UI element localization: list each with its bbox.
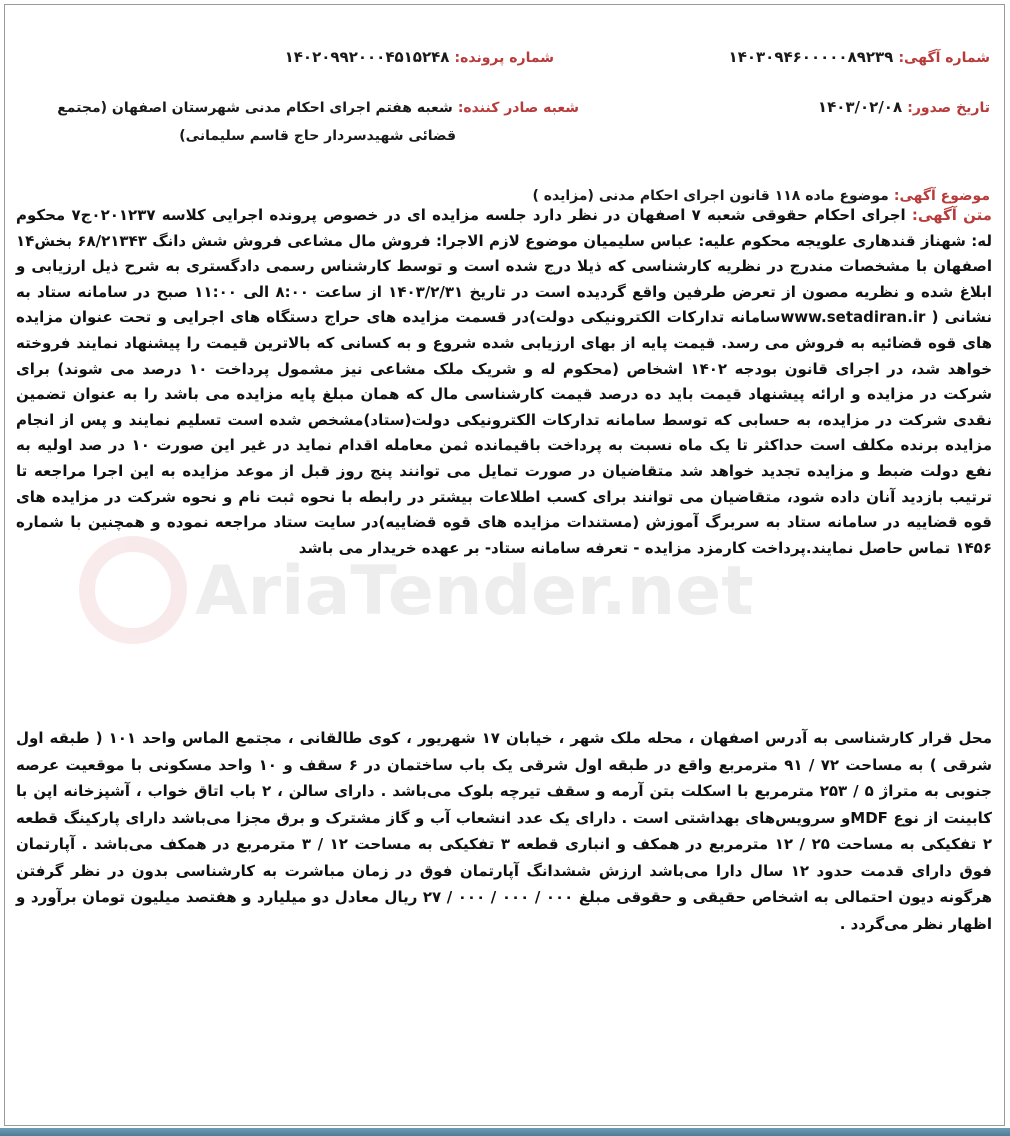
- ad-number-label: شماره آگهی:: [898, 50, 990, 66]
- notice-body-paragraph2: [16, 725, 992, 937]
- body-text-p1: اجرای احکام حقوقی شعبه ۷ اصفهان در نظر دارد جلسه مزایده ای در خصوص پرونده اجرایی کلاسه ۰۲۰۱۲۳۷ج۷ محکوم له: شهناز قندهاری علویجه محکوم علیه: عباس سلیمیان موضوع لازم الاجرا: فروش مال مشاعی فروش شش دانگ ۶۸/۲۱۳۴۳ بخش۱۴ اصفهان با مشخصات مندرج در نظریه کارشناسی که ذیلا درج شده است و توسط کارشناس رسمی دادگستری به شرح ذیل ارزیابی و ابلاغ شده و نظریه مصون از تعرض طرفین واقع گردیده است در تاریخ ۱۴۰۳/۲/۳۱ از ساعت ۸:۰۰ الی ۱۱:۰۰ صبح در سامانه ستاد به نشانی ( www.setadiran.irسامانه تدارکات الکترونیکی دولت)در قسمت مزایده های حراج دستگاه های اجرایی و تحت عنوان مزایده های قوه قضائیه به فروش می رسد. قیمت پایه از بهای ارزیابی شده شروع و به کسانی که بالاترین قیمت را پیشنهاد نمایند فروخته خواهد شد، در اجرای قانون بودجه ۱۴۰۲ اشخاص (محکوم له و شریک ملک مشاعی نیز مشمول پرداخت ۱۰ درصد می شوند) برای شرکت در مزایده و ارائه پیشنهاد قیمت باید ده درصد قیمت کارشناسی مال که همان مبلغ پایه مزایده می باشد را به عنوان تضمین نقدی شرکت در مزایده، به حسابی که توسط سامانه تدارکات الکترونیکی دولت(ستاد)مشخص شده است تسلیم نمایند و پس از انجام مزایده برنده مکلف است حداکثر تا یک ماه نسبت به پرداخت باقیمانده ثمن معامله اقدام نماید در غیر این صورت ۱۰ در صد اولیه به نفع دولت ضبط و مزایده تجدید خواهد شد متقاضیان در صورت تمایل می توانند پنج روز قبل از موعد مزایده به این اجرا مراجعه تا ترتیب بازدید آنان داده شود، متقاضیان می توانند برای کسب اطلاعات بیشتر در رابطه با نحوه ثبت نام و نحوه شرکت در مزایده های قوه قضاییه در سامانه ستاد به سربرگ آموزش (مستندات مزایده های قوه قضاییه)در سایت ستاد مراجعه نموده و همچنین با شماره ۱۴۵۶ تماس حاصل نمایند.پرداخت کارمزد مزایده - تعرفه سامانه ستاد- بر عهده خریدار می باشد: [16, 206, 993, 557]
- issue-date-label: تاریخ صدور:: [907, 100, 990, 116]
- case-number-label: شماره پرونده:: [454, 50, 554, 66]
- issuer-value-line2: قضائی شهیدسردار حاج قاسم سلیمانی): [179, 128, 456, 144]
- notice-body-paragraph1: [16, 203, 992, 561]
- issue-date: [818, 97, 990, 116]
- body-text-p2: محل قرار کارشناسی به آدرس اصفهان ، محله ملک شهر ، خیابان ۱۷ شهریور ، کوی طالقانی ، مجتمع الماس واحد ۱۰۱ ( طبقه اول شرقی ) به مساحت ۷۲ / ۹۱ مترمربع واقع در طبقه اول شرقی یک باب ساختمان در ۶ سقف و ۱۰ واحد مسکونی با موقعیت عرصه جنوبی به متراژ ۵ / ۲۵۳ مترمربع با اسکلت بتن آرمه و سقف تیرچه بلوک می‌باشد . دارای سالن ، ۲ باب اتاق خواب ، آشپزخانه اپن با کابینت از نوع MDFو سرویس‌های بهداشتی است . دارای یک عدد انشعاب آب و گاز مشترک و برق مجزا می‌باشد دارای پارکینگ قطعه ۲ تفکیکی به مساحت ۲۵ / ۱۲ مترمربع در همکف و انباری قطعه ۳ تفکیکی به مساحت ۱۲ / ۳ مترمربع در همکف می‌باشد . آپارتمان فوق دارای قدمت حدود ۱۲ سال دارا می‌باشد ارزش ششدانگ آپارتمان فوق در زمان مباشرت به کارشناسی بدون در نظر گرفتن هرگونه دیون احتمالی به اشخاص حقیقی و حقوقی مبلغ ۰۰۰ / ۰۰۰ / ۰۰۰ / ۲۷ ریال معادل دو میلیارد و هفتصد میلیون تومان برآورد و اظهار نظر می‌گردد .: [16, 729, 993, 933]
- case-number-value: ۱۴۰۲۰۹۹۲۰۰۰۴۵۱۵۲۴۸: [284, 48, 450, 66]
- body-text-label: متن آگهی:: [911, 206, 992, 224]
- issuer-value-line1: شعبه هفتم اجرای احکام مدنی شهرستان اصفهان (مجتمع: [57, 100, 453, 116]
- issuer-continued: [179, 125, 456, 144]
- ad-number-value: ۱۴۰۳۰۹۴۶۰۰۰۰۰۸۹۲۳۹: [728, 48, 894, 66]
- ad-number: [729, 47, 990, 66]
- bottom-bar: [0, 1128, 1010, 1136]
- issuer: [57, 97, 579, 116]
- watermark-text: AriaTender.net: [195, 552, 754, 631]
- subject-value: موضوع ماده ۱۱۸ قانون اجرای احکام مدنی (مزایده ): [532, 188, 889, 204]
- subject-label: موضوع آگهی:: [893, 188, 990, 204]
- subject: [533, 185, 991, 204]
- issue-date-value: ۱۴۰۳/۰۲/۰۸: [817, 98, 903, 116]
- case-number: [285, 47, 554, 66]
- notice-page: [4, 4, 1005, 1126]
- issuer-label: شعبه صادر کننده:: [457, 100, 579, 116]
